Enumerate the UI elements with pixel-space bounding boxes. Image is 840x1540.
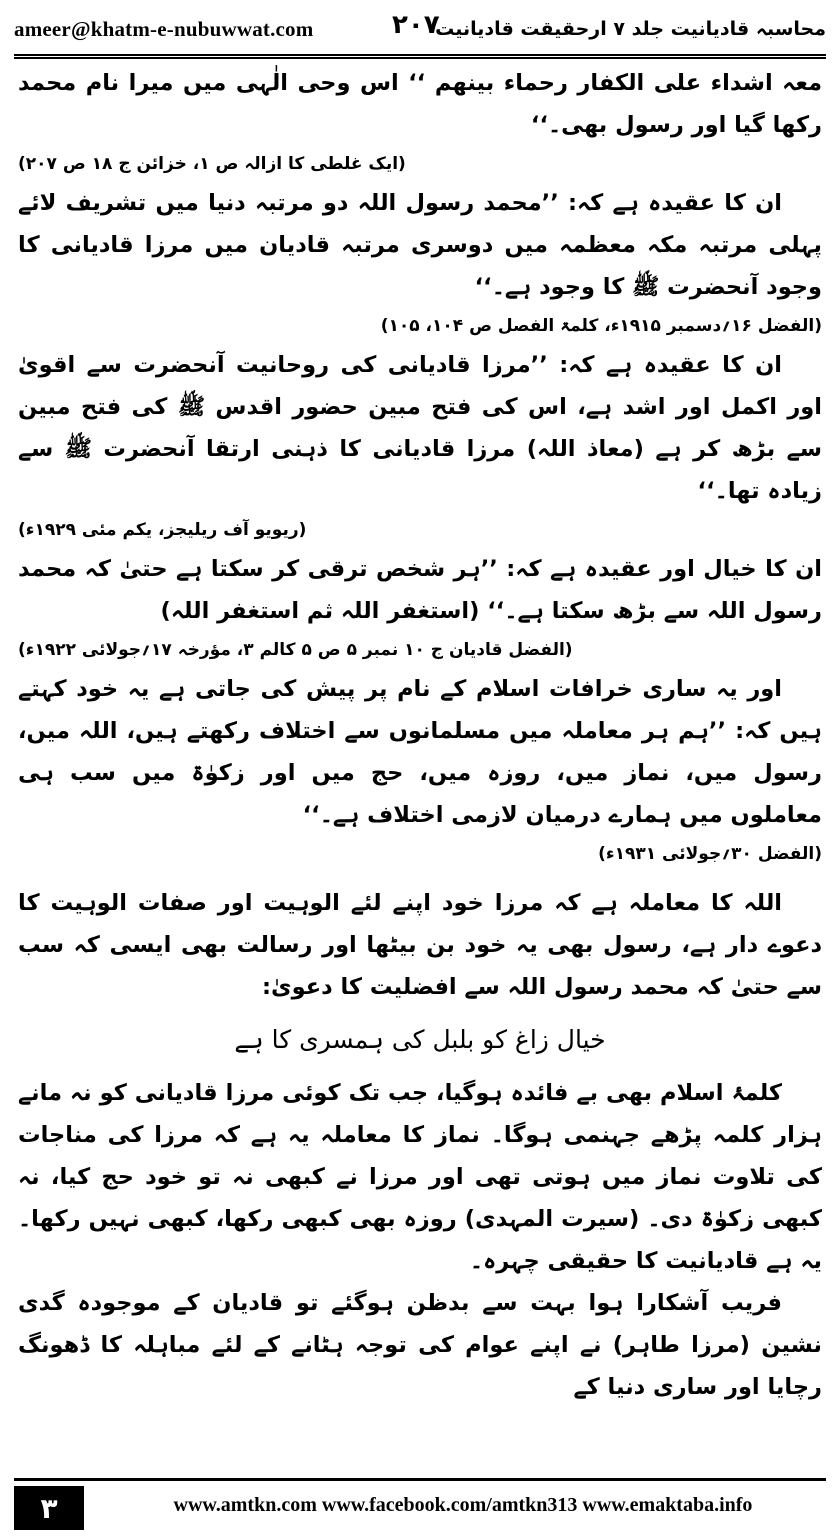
header-email: ameer@khatm-e-nubuwwat.com: [14, 16, 314, 41]
paragraph-6: اللہ کا معاملہ ہے کہ مرزا خود اپنے لئے الوہیت اور صفات الوہیت کا دعوے دار ہے، رسول بھی یہ خود بن بیٹھا اور رسالت بھی ایسی کہ سب سے حتیٰ کہ محمد رسول اللہ سے افضلیت کا دعویٰ:: [18, 890, 822, 1000]
spacer: [18, 872, 822, 882]
footer-links: www.amtkn.com www.facebook.com/amtkn313 www.emaktaba.info: [173, 1494, 753, 1516]
paragraph-4: ان کا خیال اور عقیدہ ہے کہ: ’’ہر شخص ترقی کر سکتا ہے حتیٰ کہ محمد رسول اللہ سے بڑھ سکتا ہے۔‘‘ (استغفر اللہ ثم استغفر اللہ): [18, 556, 822, 624]
page-header: [14, 4, 826, 59]
footer-page-box: ۳: [14, 1486, 84, 1530]
paragraph-1: معہ اشداء علی الکفار رحماء بینھم ‘‘ اس وحی الٰہی میں میرا نام محمد رکھا گیا اور رسول بھی۔‘‘: [18, 70, 822, 138]
footer-rule: [14, 1478, 826, 1481]
reference-5: (الفضل ۳۰؍جولائی ۱۹۳۱ء): [598, 844, 822, 864]
reference-3: (ریویو آف ریلیجز، یکم مئی ۱۹۲۹ء): [18, 520, 307, 540]
reference-1: (ایک غلطی کا ازالہ ص ۱، خزائن ج ۱۸ ص ۲۰۷): [18, 154, 406, 174]
paragraph-2: ان کا عقیدہ ہے کہ: ’’محمد رسول اللہ دو مرتبہ دنیا میں تشریف لائے پہلی مرتبہ مکہ معظمہ میں دوسری مرتبہ قادیان میں مرزا قادیانی کا وجود آنحضرت ﷺ کا وجود ہے۔‘‘: [18, 190, 822, 300]
reference-2: (الفضل ۱۶؍دسمبر ۱۹۱۵ء، کلمۃ الفصل ص ۱۰۴، ۱۰۵): [380, 316, 822, 336]
page-body: [18, 62, 822, 1462]
header-page-number: ۲۰۷: [392, 10, 440, 40]
paragraph-8: فریب آشکارا ہوا بہت سے بدظن ہوگئے تو قادیان کے موجودہ گدی نشین (مرزا طاہر) نے اپنے عوام کی توجہ ہٹانے کے لئے مباہلہ کا ڈھونگ رچایا اور ساری دنیا کے: [18, 1290, 822, 1400]
reference-4: (الفضل قادیان ج ۱۰ نمبر ۵ ص ۵ کالم ۳، مؤرخہ ۱۷؍جولائی ۱۹۲۲ء): [18, 640, 573, 660]
header-title: محاسبہ قادیانیت جلد ۷ ارحقیقت قادیانیت: [435, 18, 826, 40]
paragraph-5: اور یہ ساری خرافات اسلام کے نام پر پیش کی جاتی ہے یہ خود کہتے ہیں کہ: ’’ہم ہر معاملہ میں مسلمانوں سے اختلاف رکھتے ہیں، اللہ میں، رسول میں، نماز میں، روزہ میں، حج میں اور زکوٰۃ میں سب ہی معاملوں میں ہمارے درمیان لازمی اختلاف ہے۔‘‘: [18, 676, 822, 828]
paragraph-7: کلمۂ اسلام بھی بے فائدہ ہوگیا، جب تک کوئی مرزا قادیانی کو نہ مانے ہزار کلمہ پڑھے جہنمی ہوگا۔ نماز کا معاملہ یہ ہے کہ مرزا کی مناجات کی تلاوت نماز میں ہوتی تھی اور مرزا نے کبھی نہ تو خود حج کیا، نہ کبھی زکوٰۃ دی۔ (سیرت المہدی) روزہ بھی کبھی رکھا، کبھی نہیں رکھا۔ یہ ہے قادیانیت کا حقیقی چہرہ۔: [18, 1080, 822, 1274]
poetry-verse: خیال زاغ کو بلبل کی ہمسری کا ہے: [234, 1025, 606, 1054]
paragraph-3: ان کا عقیدہ ہے کہ: ’’مرزا قادیانی کی روحانیت آنحضرت سے اقویٰ اور اکمل اور اشد ہے، اس کی فتح مبین حضور اقدس ﷺ کی فتح مبین سے بڑھ کر ہے (معاذ اللہ) مرزا قادیانی کا ذہنی ارتقا آنحضرت ﷺ سے زیادہ تھا۔‘‘: [18, 352, 822, 504]
page-footer: [0, 1470, 840, 1540]
